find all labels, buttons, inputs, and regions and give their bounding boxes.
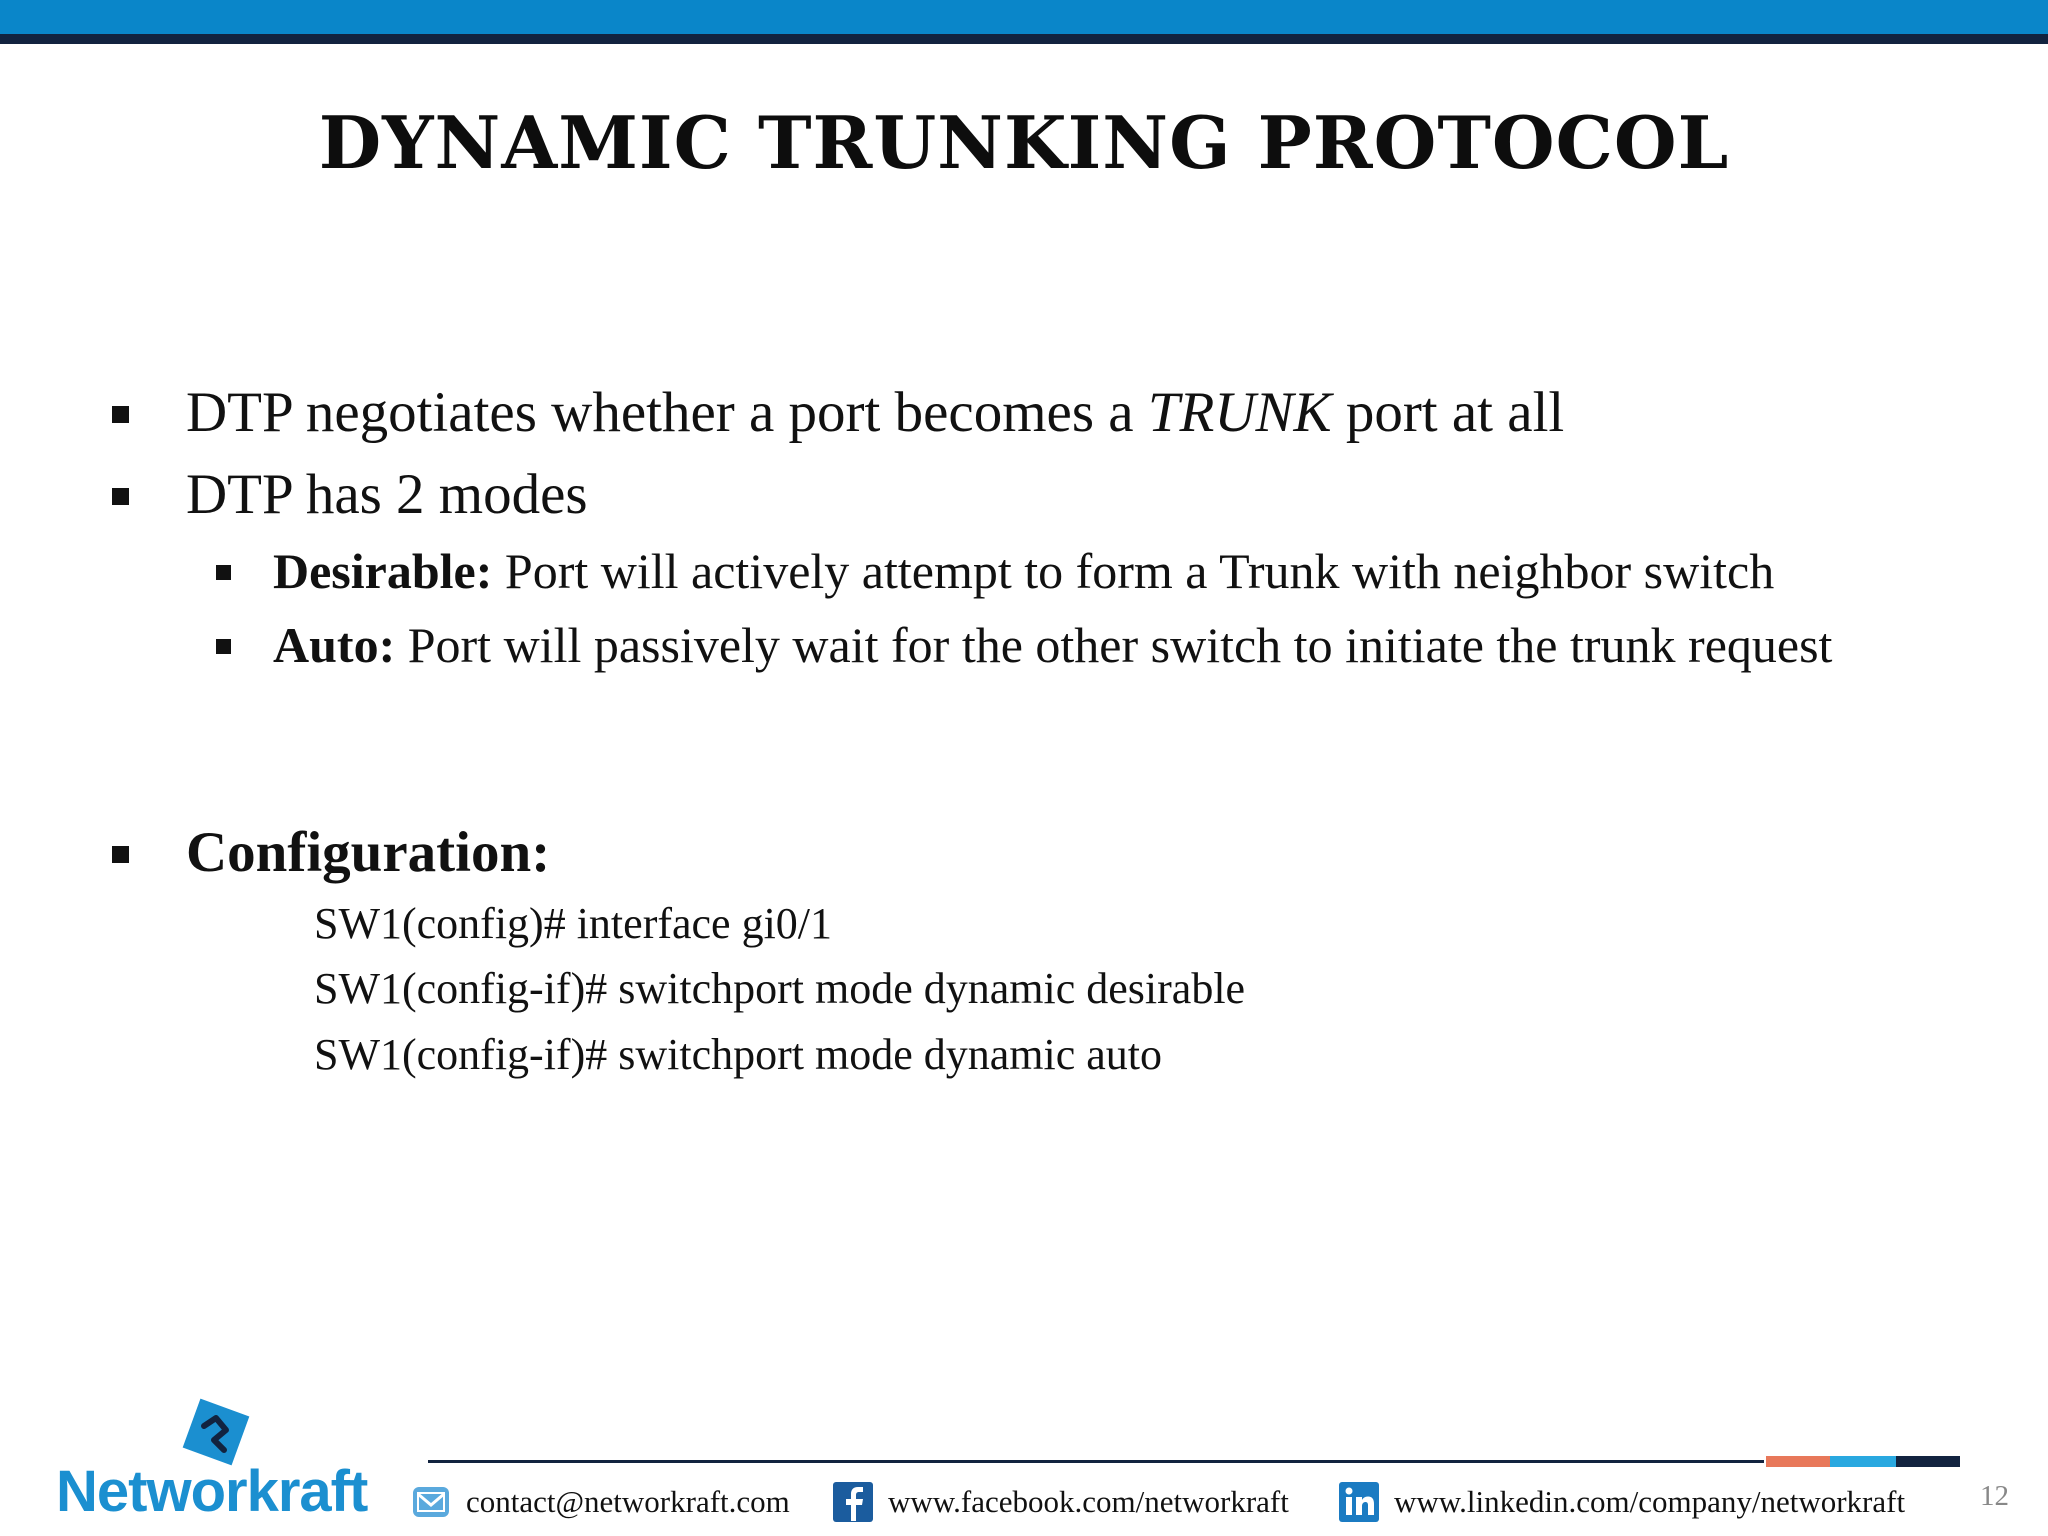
auto-text: Auto: Port will passively wait for the other switch to initiate the trunk request xyxy=(273,617,1833,673)
footer-stripe-orange xyxy=(1766,1456,1830,1467)
trunk-emphasis: TRUNK xyxy=(1147,381,1332,444)
sub-bullet-auto xyxy=(216,614,1873,676)
config-line-1: SW1(config)# interface gi0/1 xyxy=(314,899,833,948)
linkedin-text: www.linkedin.com/company/networkraft xyxy=(1394,1484,1906,1519)
square-bullet-icon xyxy=(216,565,231,580)
bullet-1-text: DTP negotiates whether a port becomes a TRUNK port at all xyxy=(186,381,1565,444)
square-bullet-icon xyxy=(112,846,129,863)
config-line-3: SW1(config-if)# switchport mode dynamic auto xyxy=(314,1030,1163,1079)
bullet-2 xyxy=(112,462,588,527)
top-navy-line xyxy=(0,34,2048,44)
footer-email[interactable] xyxy=(410,1480,790,1524)
bullet-configuration xyxy=(112,820,550,885)
footer-linkedin[interactable] xyxy=(1338,1480,1905,1524)
facebook-icon xyxy=(832,1481,874,1523)
sub-bullet-desirable xyxy=(216,540,1933,602)
networkraft-logo xyxy=(56,1396,376,1526)
email-text: contact@networkraft.com xyxy=(466,1484,790,1519)
bullet-1 xyxy=(112,380,1564,445)
square-bullet-icon xyxy=(112,488,129,505)
configuration-label: Configuration: xyxy=(186,821,551,884)
square-bullet-icon xyxy=(216,639,231,654)
mail-icon xyxy=(410,1481,452,1523)
logo-text: Networkraft xyxy=(56,1459,368,1524)
bullet-2-text: DTP has 2 modes xyxy=(186,463,588,526)
facebook-text: www.facebook.com/networkraft xyxy=(888,1484,1289,1519)
slide-title: DYNAMIC TRUNKING PROTOCOL xyxy=(318,100,1730,185)
linkedin-icon xyxy=(1338,1481,1380,1523)
footer-facebook[interactable] xyxy=(832,1480,1289,1524)
square-bullet-icon xyxy=(112,406,129,423)
config-line-2: SW1(config-if)# switchport mode dynamic desirable xyxy=(314,964,1246,1013)
page-number: 12 xyxy=(1980,1480,2009,1512)
footer-rule xyxy=(428,1460,1764,1463)
desirable-text: Desirable: Port will actively attempt to form a Trunk with neighbor switch xyxy=(273,543,1775,599)
footer-stripe-navy xyxy=(1896,1456,1960,1467)
footer-stripe-cyan xyxy=(1830,1456,1896,1467)
top-accent-bar xyxy=(0,0,2048,34)
